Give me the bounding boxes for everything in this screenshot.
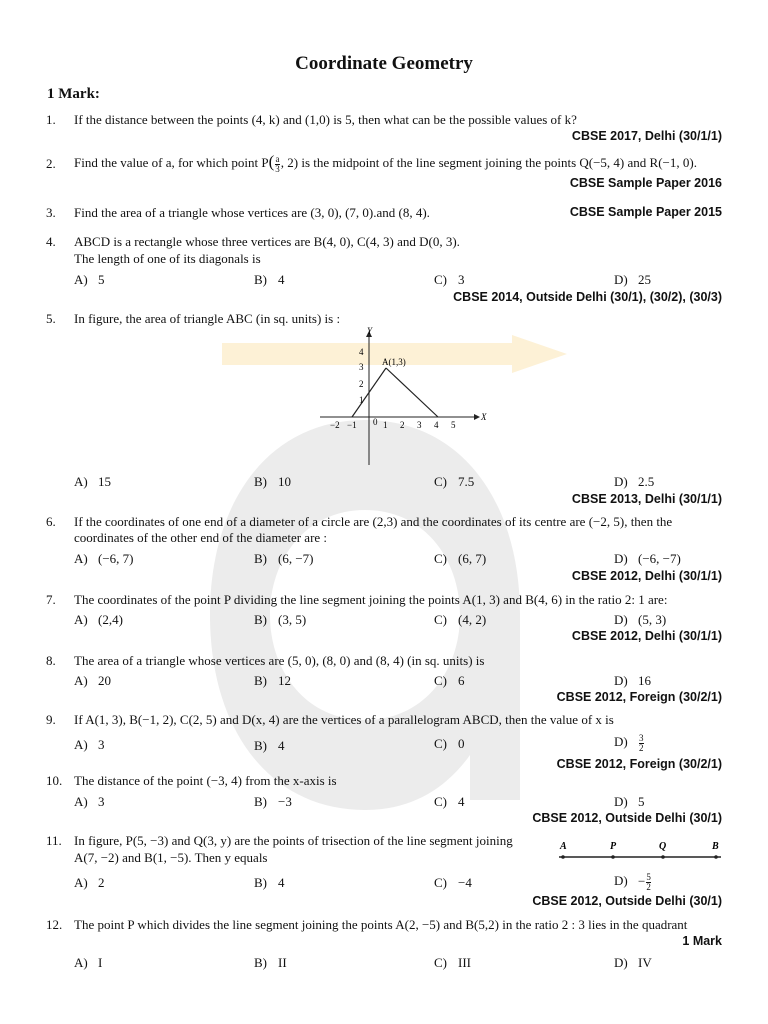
x-tick-label: −2 xyxy=(330,420,340,430)
question-number: 1. xyxy=(46,112,56,127)
question-source: CBSE Sample Paper 2016 xyxy=(569,176,722,190)
point-label: A(1,3) xyxy=(382,357,406,367)
question-text: A(7, −2) and B(1, −5). Then y equals xyxy=(74,850,268,865)
question-number: 7. xyxy=(46,592,56,607)
question-number: 11. xyxy=(46,833,62,848)
option-a: A) 3 xyxy=(74,737,105,752)
triangle-graph xyxy=(318,325,488,467)
option-d: D) (5, 3) xyxy=(614,612,667,627)
option-b: B) 4 xyxy=(254,875,285,890)
x-tick-label: 2 xyxy=(400,420,405,430)
option-a: A) I xyxy=(74,955,103,970)
question-source: CBSE 2012, Outside Delhi (30/1) xyxy=(532,811,722,825)
question-text: ABCD is a rectangle whose three vertices are B(4, 0), C(4, 3) and D(0, 3). xyxy=(74,234,460,249)
segment-label: B xyxy=(712,841,719,852)
question-source: CBSE Sample Paper 2015 xyxy=(569,205,722,219)
option-c: C) −4 xyxy=(434,875,472,890)
option-b: B) 10 xyxy=(254,474,291,489)
segment-label: P xyxy=(610,841,617,852)
question-text: coordinates of the other end of the diameter are : xyxy=(74,530,328,545)
option-a: A) 5 xyxy=(74,272,105,287)
fraction: $\frac{3}{2}$ xyxy=(639,733,644,753)
option-d: D) $\frac{3}{2}$ xyxy=(614,733,644,753)
question-number: 8. xyxy=(46,653,56,668)
option-a: A) 2 xyxy=(74,875,105,890)
option-c: C) 4 xyxy=(434,794,465,809)
question-text: The area of a triangle whose vertices are (5, 0), (8, 0) and (8, 4) (in sq. units) is xyxy=(74,653,485,668)
y-tick-label: 4 xyxy=(359,347,364,357)
y-tick-label: 2 xyxy=(359,379,364,389)
question-text: The length of one of its diagonals is xyxy=(74,251,261,266)
question-source: CBSE 2017, Delhi (30/1/1) xyxy=(571,129,722,143)
question-source: CBSE 2012, Foreign (30/2/1) xyxy=(556,757,722,771)
y-tick-label: 3 xyxy=(359,362,364,372)
y-axis-label: Y xyxy=(367,326,373,336)
question-text: In figure, P(5, −3) and Q(3, y) are the points of trisection of the line segment joining xyxy=(74,833,513,848)
question-text: The point P which divides the line segment joining the points A(2, −5) and B(5,2) in the ratio 2 : 3 lies in the quadrant xyxy=(74,917,688,932)
option-c: C) (6, 7) xyxy=(434,551,487,566)
option-b: B) II xyxy=(254,955,287,970)
question-number: 6. xyxy=(46,514,56,529)
option-d: D) 2.5 xyxy=(614,474,655,489)
question-source: CBSE 2012, Delhi (30/1/1) xyxy=(571,569,722,583)
section-heading: 1 Mark: xyxy=(47,86,100,102)
question-text: The distance of the point (−3, 4) from the x-axis is xyxy=(74,773,337,788)
option-b: B) 12 xyxy=(254,673,291,688)
option-a: A) (2,4) xyxy=(74,612,123,627)
x-tick-label: 4 xyxy=(434,420,439,430)
y-tick-label: 1 xyxy=(359,395,364,405)
question-text-post: , 2) is the midpoint of the line segment joining the points Q(−5, 4) and R(−1, 0). xyxy=(280,155,697,170)
question-source: 1 Mark xyxy=(682,934,722,948)
option-b: B) 4 xyxy=(254,272,285,287)
option-c: C) 0 xyxy=(434,736,465,751)
option-d: D) 16 xyxy=(614,673,651,688)
question-number: 5. xyxy=(46,311,56,326)
question-text: If the distance between the points (4, k) and (1,0) is 5, then what can be the possible values of k? xyxy=(74,112,577,127)
option-c: C) III xyxy=(434,955,471,970)
question-source: CBSE 2012, Outside Delhi (30/1) xyxy=(532,894,722,908)
x-tick-label: 5 xyxy=(451,420,456,430)
question-source: CBSE 2013, Delhi (30/1/1) xyxy=(571,492,722,506)
option-a: A) (−6, 7) xyxy=(74,551,134,566)
question-source: CBSE 2012, Delhi (30/1/1) xyxy=(571,629,722,643)
question-text: Find the area of a triangle whose vertices are (3, 0), (7, 0).and (8, 4). xyxy=(74,205,430,220)
segment-diagram xyxy=(555,838,725,864)
option-a: A) 15 xyxy=(74,474,111,489)
x-tick-label: −1 xyxy=(347,420,357,430)
option-b: B) (6, −7) xyxy=(254,551,314,566)
segment-label: A xyxy=(560,841,567,852)
question-text: The coordinates of the point P dividing the line segment joining the points A(1, 3) and B(4, 6) in the ratio 2: 1 are: xyxy=(74,592,668,607)
question-source: CBSE 2014, Outside Delhi (30/1), (30/2), (30/3) xyxy=(453,290,722,304)
question-number: 12. xyxy=(46,917,63,932)
option-c: C) 3 xyxy=(434,272,465,287)
question-number: 10. xyxy=(46,773,63,788)
question-number: 9. xyxy=(46,712,56,727)
origin-label: 0 xyxy=(373,417,378,427)
option-d: D) IV xyxy=(614,955,652,970)
question-text: If the coordinates of one end of a diameter of a circle are (2,3) and the coordinates of its centre are (−2, 5), then the xyxy=(74,514,673,529)
question-number: 2. xyxy=(46,156,56,171)
question-text: In figure, the area of triangle ABC (in sq. units) is : xyxy=(74,311,341,326)
option-a: A) 3 xyxy=(74,794,105,809)
option-d: D) 5 xyxy=(614,794,645,809)
x-tick-label: 1 xyxy=(383,420,388,430)
fraction: $\frac{a}{3}$ xyxy=(275,153,280,174)
option-d: D) 25 xyxy=(614,272,651,287)
question-text: If A(1, 3), B(−1, 2), C(2, 5) and D(x, 4) are the vertices of a parallelogram ABCD, then the value of x is xyxy=(74,712,614,727)
question-number: 3. xyxy=(46,205,56,220)
x-tick-label: 3 xyxy=(417,420,422,430)
question-number: 4. xyxy=(46,234,56,249)
x-axis-label: X xyxy=(481,412,487,422)
question-text-pre: Find the value of a, for which point P xyxy=(74,155,269,170)
segment-label: Q xyxy=(659,841,667,852)
option-c: C) (4, 2) xyxy=(434,612,487,627)
question-text: Find the value of a, for which point P( $\frac{a}{3}$ , 2) is the midpoint of the line segment joining the points Q(−5, 4) and R(−1, 0). xyxy=(74,152,697,174)
option-c: C) 6 xyxy=(434,673,465,688)
option-d: D) (−6, −7) xyxy=(614,551,681,566)
option-b: B) −3 xyxy=(254,794,292,809)
question-source: CBSE 2012, Foreign (30/2/1) xyxy=(556,690,722,704)
option-d: D) − $\frac{5}{2}$ xyxy=(614,872,651,892)
option-b: B) (3, 5) xyxy=(254,612,307,627)
option-b: B) 4 xyxy=(254,738,285,753)
option-c: C) 7.5 xyxy=(434,474,475,489)
fraction: $\frac{5}{2}$ xyxy=(646,872,651,892)
page-title: Coordinate Geometry xyxy=(295,53,473,74)
option-a: A) 20 xyxy=(74,673,111,688)
